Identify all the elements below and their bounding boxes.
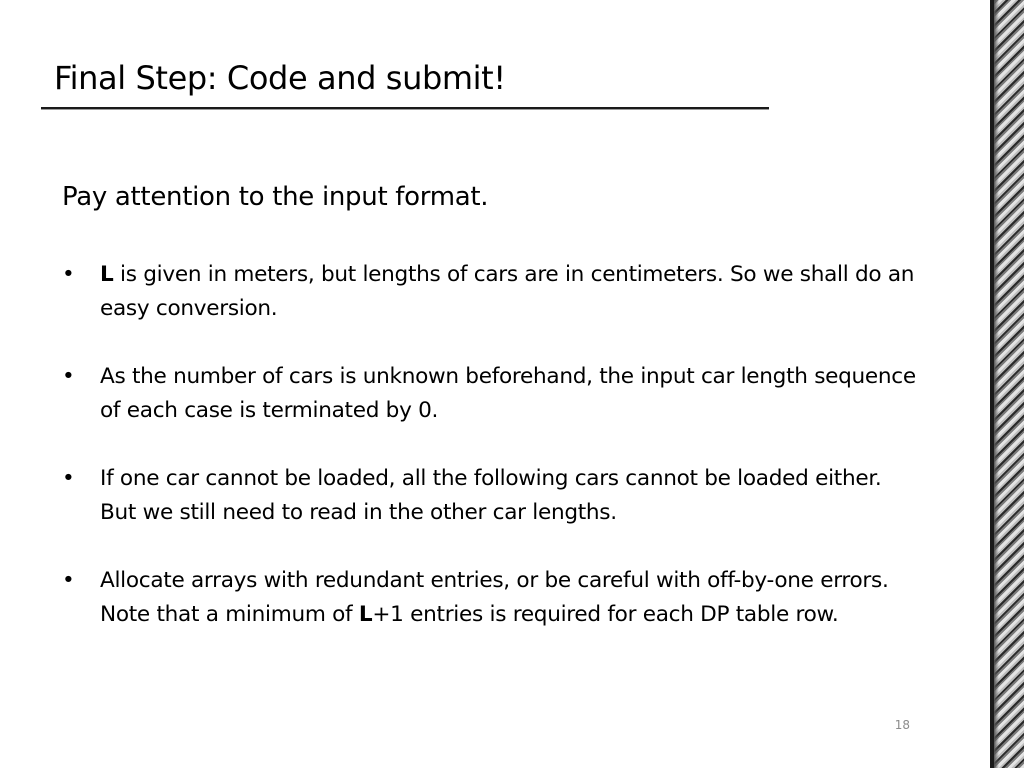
decorative-side-border bbox=[990, 0, 1024, 768]
bullet-text: As the number of cars is unknown beforehand, the input car length sequence of each case is terminated by 0. bbox=[100, 364, 916, 423]
bullet-item-allocate-arrays bbox=[62, 564, 922, 632]
bold-variable-l: L bbox=[100, 262, 114, 287]
bullet-marker: • bbox=[62, 262, 75, 287]
bullet-text-after-bold: +1 entries is required for each DP table row. bbox=[372, 602, 839, 627]
intro-text: Pay attention to the input format. bbox=[62, 182, 489, 212]
bold-variable-l: L bbox=[358, 602, 373, 627]
page-number: 18 bbox=[894, 718, 910, 732]
bullet-text: If one car cannot be loaded, all the following cars cannot be loaded either. But we still need to read in the other car lengths. bbox=[100, 466, 882, 525]
bullet-marker: • bbox=[62, 364, 75, 389]
bullet-text-rest: is given in meters, but lengths of cars are in centimeters. So we shall do an easy conversion. bbox=[100, 262, 915, 321]
bullet-item-length-conversion bbox=[62, 258, 922, 326]
bullet-item-terminated-by-zero bbox=[62, 360, 922, 428]
bullet-marker: • bbox=[62, 466, 75, 491]
bullet-list bbox=[62, 258, 922, 666]
bullet-marker: • bbox=[62, 568, 75, 593]
bullet-text-before-bold: Allocate arrays with redundant entries, or be careful with off-by-one errors. Note that a minimum of bbox=[100, 568, 889, 627]
slide-title: Final Step: Code and submit! bbox=[54, 59, 506, 97]
bullet-item-cannot-be-loaded bbox=[62, 462, 922, 530]
title-underline bbox=[41, 107, 769, 110]
bullet-text bbox=[100, 568, 889, 627]
bullet-text bbox=[100, 262, 914, 321]
